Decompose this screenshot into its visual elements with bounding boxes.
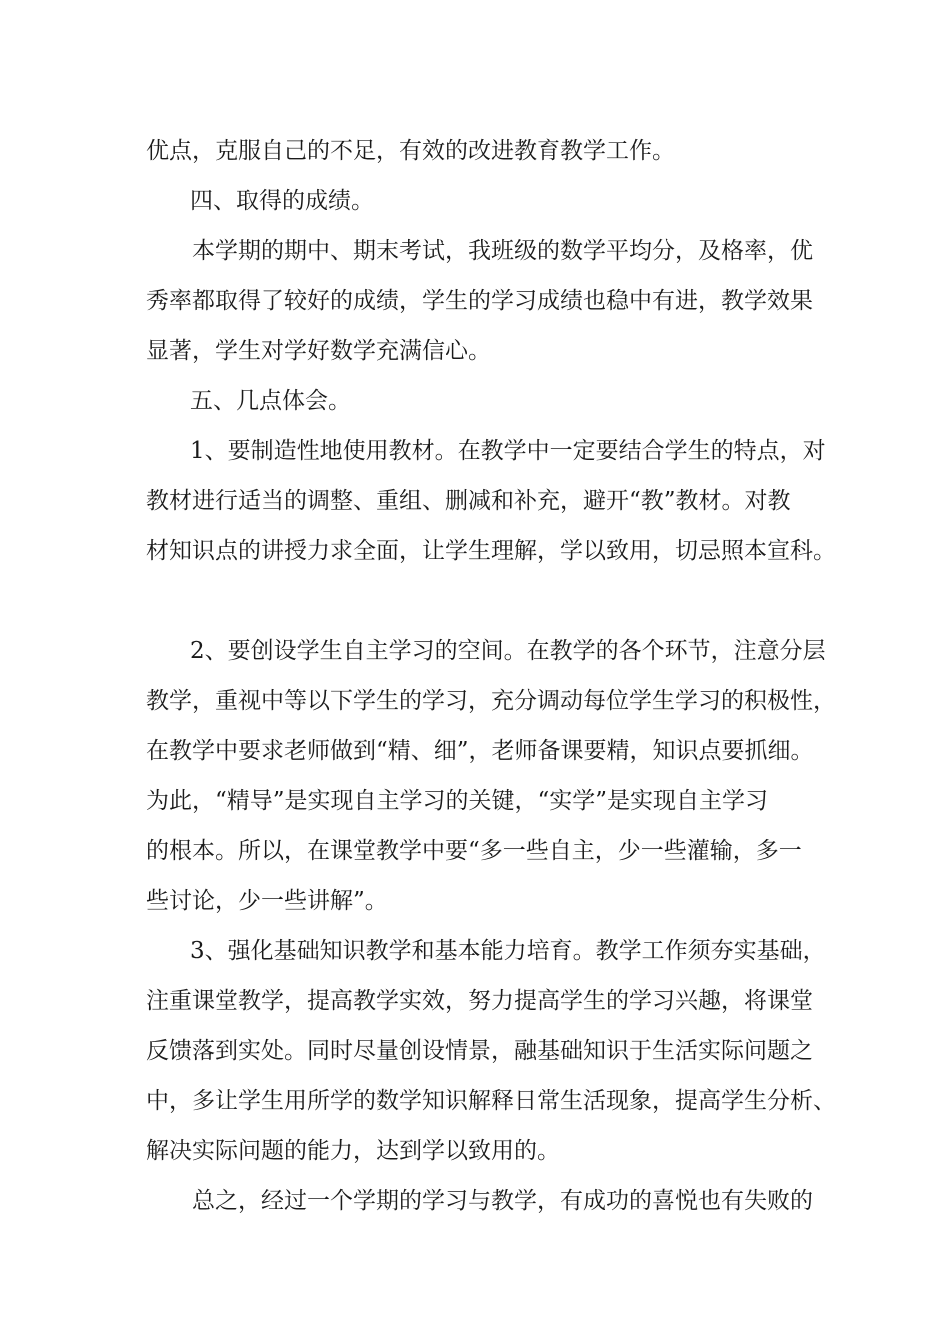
text-line: 中，多让学生用所学的数学知识解释日常生活现象，提高学生分析、 (146, 1088, 836, 1114)
text-line: 教学，重视中等以下学生的学习，充分调动每位学生学习的积极性， (146, 688, 836, 714)
text-line: 在教学中要求老师做到“精、细”，老师备课要精，知识点要抓细。 (146, 738, 814, 764)
text-line: 显著，学生对学好数学充满信心。 (146, 338, 491, 364)
text-line: 注重课堂教学，提高教学实效，努力提高学生的学习兴趣，将课堂 (146, 988, 813, 1014)
text-line: 总之，经过一个学期的学习与教学，有成功的喜悦也有失败的 (192, 1188, 813, 1214)
text-line: 材知识点的讲授力求全面，让学生理解，学以致用，切忌照本宣科。 (146, 538, 836, 564)
text-line: 优点，克服自己的不足，有效的改进教育教学工作。 (146, 138, 675, 164)
text-line: 本学期的期中、期末考试，我班级的数学平均分，及格率，优 (192, 238, 813, 264)
section-heading-reflections: 五、几点体会。 (190, 388, 351, 414)
text-line: 秀率都取得了较好的成绩，学生的学习成绩也稳中有进，教学效果 (146, 288, 813, 314)
section-heading-achievements: 四、取得的成绩。 (190, 188, 374, 214)
text-line: 2、要创设学生自主学习的空间。在教学的各个环节，注意分层 (190, 638, 826, 664)
text-line: 3、强化基础知识教学和基本能力培育。教学工作须夯实基础， (190, 938, 826, 964)
text-line: 的根本。所以，在课堂教学中要“多一些自主，少一些灌输，多一 (146, 838, 802, 864)
text-line: 为此，“精导”是实现自主学习的关键，“实学”是实现自主学习 (146, 788, 769, 814)
text-line: 教材进行适当的调整、重组、删减和补充，避开“教”教材。对教 (146, 488, 791, 514)
text-line: 些讨论，少一些讲解”。 (146, 888, 388, 914)
text-line: 解决实际问题的能力，达到学以致用的。 (146, 1138, 560, 1164)
text-line: 反馈落到实处。同时尽量创设情景，融基础知识于生活实际问题之 (146, 1038, 813, 1064)
text-line: 1、要制造性地使用教材。在教学中一定要结合学生的特点，对 (190, 438, 826, 464)
